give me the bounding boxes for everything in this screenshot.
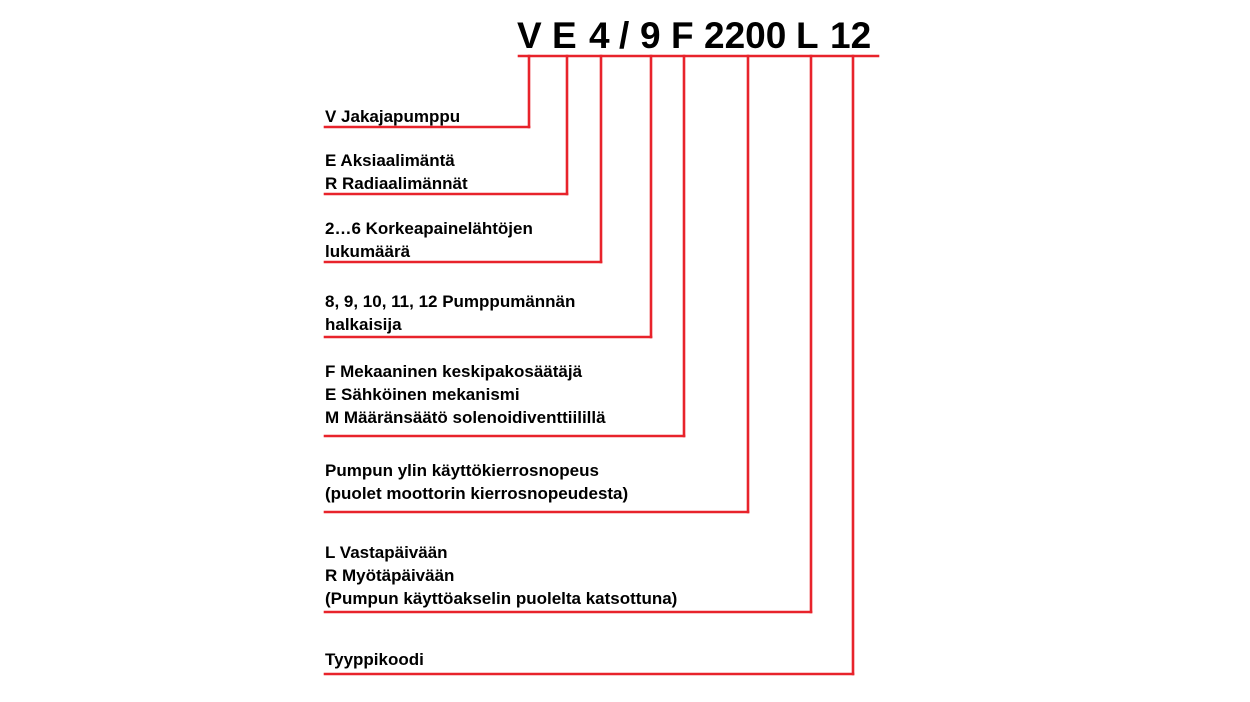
label-line: M Määränsäätö solenoidiventtiilillä xyxy=(325,408,606,427)
label-line: Tyyppikoodi xyxy=(325,650,424,669)
code-part-type-code: 12 xyxy=(830,15,872,56)
label-governor xyxy=(325,360,606,429)
code-part-piston-diameter: 9 xyxy=(640,15,661,56)
label-line: halkaisija xyxy=(325,315,402,334)
label-piston-type xyxy=(325,149,468,195)
label-outlet-count xyxy=(325,217,533,263)
label-line: E Aksiaalimäntä xyxy=(325,151,455,170)
label-line: V Jakajapumppu xyxy=(325,107,461,126)
label-max-speed xyxy=(325,459,628,505)
code-part-rotation: L xyxy=(796,15,819,56)
label-line: E Sähköinen mekanismi xyxy=(325,385,520,404)
label-rotation xyxy=(325,541,677,610)
label-line: (puolet moottorin kierrosnopeudesta) xyxy=(325,484,629,503)
label-line: R Radiaalimännät xyxy=(325,174,468,193)
code-part-governor: F xyxy=(671,15,694,56)
code-part-piston-type: E xyxy=(552,15,577,56)
label-line: (Pumpun käyttöakselin puolelta katsottuna) xyxy=(325,589,678,608)
label-piston-diameter xyxy=(325,290,575,336)
code-part-max-speed: 2200 xyxy=(704,15,787,56)
label-line: F Mekaaninen keskipakosäätäjä xyxy=(325,362,583,381)
label-line: L Vastapäivään xyxy=(325,543,448,562)
code-part-outlet-count: 4 xyxy=(589,15,610,56)
code-part-separator: / xyxy=(619,15,630,56)
label-line: R Myötäpäivään xyxy=(325,566,455,585)
label-line: Pumpun ylin käyttökierrosnopeus xyxy=(325,461,599,480)
label-line: 2…6 Korkeapainelähtöjen xyxy=(325,219,533,238)
label-type-code xyxy=(325,648,424,671)
label-pump-type xyxy=(325,105,460,128)
code-part-pump-type: V xyxy=(517,15,542,56)
label-line: lukumäärä xyxy=(325,242,411,261)
label-line: 8, 9, 10, 11, 12 Pumppumännän xyxy=(325,292,576,311)
